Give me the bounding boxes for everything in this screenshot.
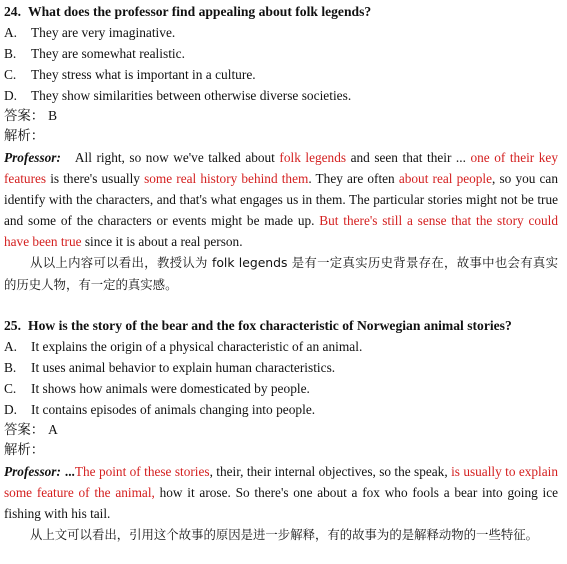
question-text: How is the story of the bear and the fox characteristic of Norwegian animal stories? [28, 318, 512, 333]
transcript-highlight: is usually to explain some feature of the animal, [4, 464, 558, 500]
question-text: What does the professor find appealing about folk legends? [28, 4, 372, 19]
transcript-highlight: The point of these stories [74, 464, 210, 479]
transcript-highlight: folk legends [279, 150, 347, 165]
option-b [4, 43, 558, 64]
option-letter: D. [4, 402, 18, 417]
option-text: It shows how animals were domesticated by people. [31, 381, 310, 396]
option-text: It contains episodes of animals changing into people. [31, 402, 316, 417]
transcript-segment: , their, their internal objectives, so the speak, [209, 464, 452, 479]
option-letter: B. [4, 360, 17, 375]
option-text: They are somewhat realistic. [31, 46, 185, 61]
transcript-highlight: But there's still a sense that the story could have been true [4, 213, 558, 249]
option-text: It explains the origin of a physical characteristic of an animal. [31, 339, 363, 354]
option-b [4, 357, 558, 378]
question-title [4, 1, 558, 22]
option-letter: A. [4, 25, 18, 40]
option-letter: D. [4, 88, 18, 103]
answer-line [4, 106, 558, 126]
question-number: 24. [4, 4, 21, 19]
answer-value: A [48, 422, 58, 437]
answer-label: 答案： [4, 422, 45, 437]
option-text: They show similarities between otherwise diverse societies. [31, 88, 352, 103]
analysis-label: 解析： [4, 442, 45, 457]
option-text: They are very imaginative. [31, 25, 176, 40]
option-d [4, 85, 558, 106]
chinese-explanation: 从上文可以看出，引用这个故事的原因是进一步解释，有的故事为的是解释动物的一些特征。 [30, 527, 539, 542]
transcript-highlight: one of their key features [4, 150, 558, 186]
option-letter: A. [4, 339, 18, 354]
option-letter: B. [4, 46, 17, 61]
question-25 [4, 315, 558, 546]
transcript-segment: since it is about a real person. [81, 234, 243, 249]
transcript-segment: All right, so now we've talked about [74, 150, 280, 165]
question-24 [4, 1, 558, 296]
transcript-segment: how it arose. So there's one about a fox who fools a bear into going ice fishing with his tail. [4, 485, 559, 521]
transcript-paragraph [4, 461, 558, 524]
transcript-segment: and seen that their ... [346, 150, 471, 165]
chinese-explanation: 从以上内容可以看出，教授认为 folk legends 是有一定真实历史背景存在，故事中也会有真实的历史人物，有一定的真实感。 [4, 255, 558, 292]
question-number: 25. [4, 318, 21, 333]
answer-value: B [48, 108, 58, 123]
speaker-label: Professor: [4, 150, 61, 165]
option-text: They stress what is important in a culture. [31, 67, 256, 82]
answer-line [4, 420, 558, 440]
analysis-label: 解析： [4, 128, 45, 143]
option-d [4, 399, 558, 420]
transcript-segment: , so you can identify with the characters, and that's what engages us in them. The particular stories might not be true and some of the characters or events might be made up. [4, 171, 558, 228]
option-c [4, 378, 558, 399]
transcript-highlight: about real people [398, 171, 493, 186]
option-letter: C. [4, 67, 17, 82]
transcript-segment: is there's usually [46, 171, 145, 186]
answer-label: 答案： [4, 108, 45, 123]
question-title [4, 315, 558, 336]
transcript-segment: . They are often [308, 171, 399, 186]
speaker-label: Professor: [4, 464, 61, 479]
transcript-segment: ... [64, 464, 75, 479]
option-letter: C. [4, 381, 17, 396]
option-a [4, 22, 558, 43]
option-a [4, 336, 558, 357]
option-c [4, 64, 558, 85]
transcript-paragraph [4, 147, 558, 252]
transcript-highlight: some real history behind them [144, 171, 309, 186]
option-text: It uses animal behavior to explain human characteristics. [31, 360, 336, 375]
